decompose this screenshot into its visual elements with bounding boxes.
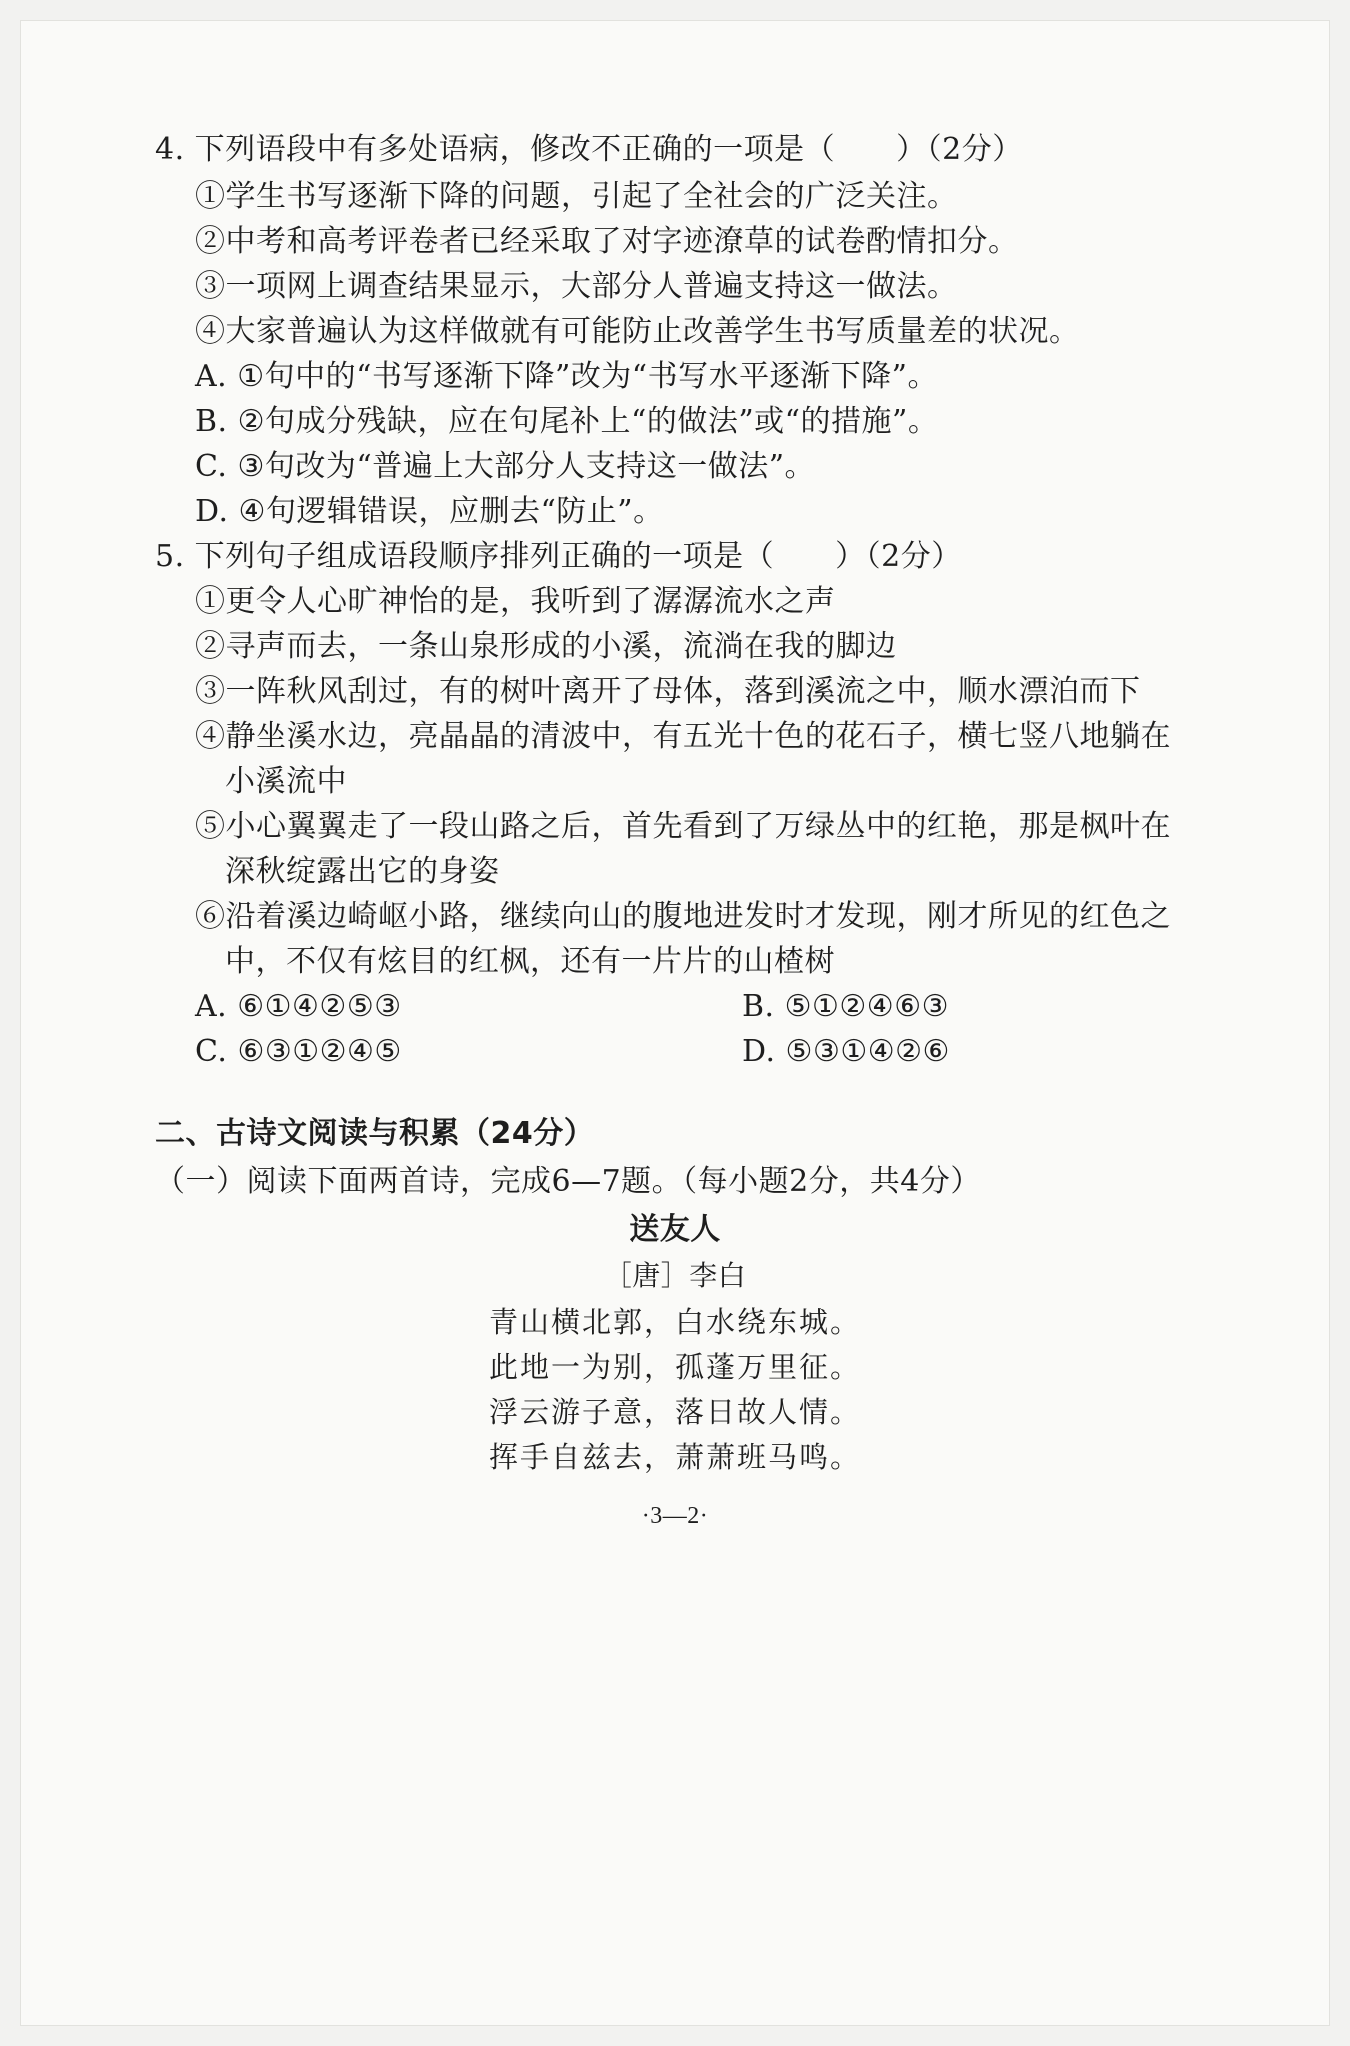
page-number: ·3—2·: [641, 1503, 709, 1529]
exam-page: [20, 20, 1330, 2026]
question-5-sentence-4-continued: 小溪流中: [225, 764, 347, 799]
question-5-option-a: A. ⑥①④②⑤③: [195, 989, 402, 1024]
poem-author: ［唐］李白: [603, 1259, 747, 1292]
poem-line-4: 挥手自兹去，萧萧班马鸣。: [488, 1440, 861, 1474]
question-4-prompt: 4. 下列语段中有多处语病，修改不正确的一项是（ ）（2分）: [155, 132, 1023, 167]
question-4-sentence-2: ②中考和高考评卷者已经采取了对字迹潦草的试卷酌情扣分。: [195, 224, 1019, 259]
question-5-sentence-3: ③一阵秋风刮过，有的树叶离开了母体，落到溪流之中，顺水漂泊而下: [195, 674, 1141, 709]
question-4-option-a: A. ①句中的“书写逐渐下降”改为“书写水平逐渐下降”。: [195, 359, 938, 394]
poem-line-2: 此地一为别，孤蓬万里征。: [488, 1350, 861, 1384]
question-5-option-b: B. ⑤①②④⑥③: [742, 989, 949, 1024]
poem-line-3: 浮云游子意，落日故人情。: [488, 1395, 861, 1429]
question-5-prompt: 5. 下列句子组成语段顺序排列正确的一项是（ ）（2分）: [155, 539, 962, 574]
question-4-sentence-3: ③一项网上调查结果显示，大部分人普遍支持这一做法。: [195, 269, 958, 304]
section-2-instructions: （一）阅读下面两首诗，完成6—7题。（每小题2分，共4分）: [155, 1164, 981, 1199]
question-5-sentence-6-continued: 中，不仅有炫目的红枫，还有一片片的山楂树: [225, 944, 835, 979]
section-2-title: 二、古诗文阅读与积累（24分）: [155, 1116, 595, 1151]
question-5-sentence-1: ①更令人心旷神怡的是，我听到了潺潺流水之声: [195, 584, 836, 619]
question-4-sentence-4: ④大家普遍认为这样做就有可能防止改善学生书写质量差的状况。: [195, 314, 1080, 349]
question-5-sentence-2: ②寻声而去，一条山泉形成的小溪，流淌在我的脚边: [195, 629, 897, 664]
question-4-option-b: B. ②句成分残缺，应在句尾补上“的做法”或“的措施”。: [195, 404, 939, 439]
question-5-option-d: D. ⑤③①④②⑥: [742, 1034, 950, 1069]
question-5-option-c: C. ⑥③①②④⑤: [195, 1034, 402, 1069]
question-5-sentence-5: ⑤小心翼翼走了一段山路之后，首先看到了万绿丛中的红艳，那是枫叶在: [195, 809, 1171, 844]
question-5-sentence-5-continued: 深秋绽露出它的身姿: [225, 854, 500, 889]
poem-line-1: 青山横北郭，白水绕东城。: [488, 1305, 861, 1339]
question-4-sentence-1: ①学生书写逐渐下降的问题，引起了全社会的广泛关注。: [195, 179, 958, 214]
question-5-sentence-6: ⑥沿着溪边崎岖小路，继续向山的腹地进发时才发现，刚才所见的红色之: [195, 899, 1171, 934]
question-4-option-c: C. ③句改为“普遍上大部分人支持这一做法”。: [195, 449, 816, 484]
question-5-sentence-4: ④静坐溪水边，亮晶晶的清波中，有五光十色的花石子，横七竖八地躺在: [195, 719, 1171, 754]
question-4-option-d: D. ④句逻辑错误，应删去“防止”。: [195, 494, 664, 529]
poem-title: 送友人: [629, 1212, 721, 1247]
